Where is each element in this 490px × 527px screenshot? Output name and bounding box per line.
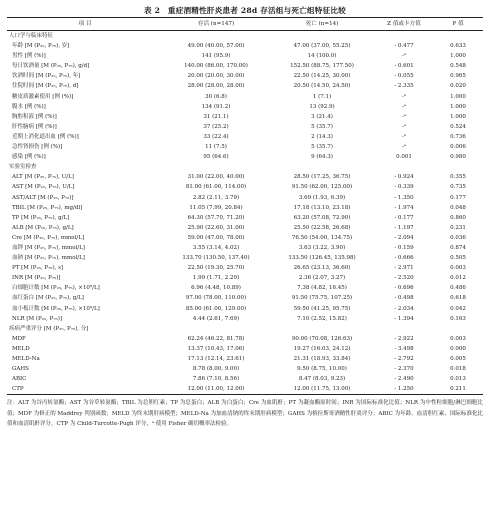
survival-value: 17.13 (12.14, 23.61) — [187, 356, 245, 362]
section-row — [7, 31, 483, 42]
survival-value: 64.30 (57.70, 71.20) — [187, 214, 245, 221]
z-value: - 0.601 — [394, 63, 414, 70]
row-label: 血小板计数 [M (P₂₅, P₇₅), ×10⁹/L] — [12, 305, 100, 312]
survival-value: 81.00 (61.00, 114.00) — [185, 184, 247, 191]
survival-value: 11.05 (7.99, 20.84) — [189, 204, 243, 211]
survival-value: 2.82 (2.11, 3.79) — [192, 194, 240, 201]
death-value: 63.20 (57.08, 72.90) — [293, 214, 351, 221]
row-label: INR [M (P₂₅, P₇₅)] — [12, 275, 61, 282]
death-value: 133.50 (126.45, 135.98) — [288, 255, 356, 262]
row-label: AST [M (P₂₅, P₇₅), U/L] — [12, 184, 75, 191]
table-row — [7, 283, 483, 293]
header-item: 项 目 — [78, 21, 92, 27]
z-value: -ᵃ — [402, 113, 406, 120]
row-label: GAHS — [12, 366, 29, 373]
p-value: 0.177 — [450, 194, 466, 201]
survival-value: 134 (91.2) — [201, 103, 231, 110]
death-value: 91.50 (75.75, 107.25) — [291, 295, 353, 302]
section-label: 人口学与临床特征 — [9, 33, 54, 39]
table-row — [7, 142, 483, 152]
death-value: 14 (100.0) — [307, 53, 337, 60]
table-row — [7, 364, 483, 374]
row-label: 胸腔积液 [例 (%)] — [12, 113, 57, 120]
z-value: -ᵃ — [402, 53, 406, 60]
p-value: 0.860 — [450, 214, 466, 221]
p-value: 0.736 — [450, 133, 466, 140]
survival-value: 1.99 (1.71, 2.29) — [192, 275, 240, 282]
table-row — [7, 61, 483, 71]
p-value: 0.163 — [450, 315, 466, 322]
row-label: MELD-Na — [12, 356, 40, 362]
p-value: 0.505 — [450, 255, 466, 262]
survival-value: 7.86 (7.10, 8.56) — [192, 376, 240, 383]
section-row — [7, 324, 483, 334]
row-label: MDF — [12, 335, 26, 342]
survival-value: 141 (95.9) — [201, 53, 231, 60]
death-value: 2 (14.3) — [311, 133, 333, 140]
survival-value: 8.78 (8.00, 9.00) — [192, 366, 240, 373]
survival-value: 49.00 (40.00, 57.00) — [187, 43, 245, 50]
p-value: 0.003 — [450, 265, 466, 272]
z-value: - 2.971 — [394, 265, 414, 272]
p-value: 0.018 — [450, 366, 466, 373]
z-value: - 0.696 — [394, 285, 414, 292]
row-label: PT [M (P₂₅, P₇₅), s] — [12, 265, 64, 272]
row-label: Cre [M (P₂₅, P₇₅), mmol/L] — [12, 234, 85, 241]
table-row — [7, 334, 483, 344]
survival-value: 133.70 (130.50, 137.40) — [182, 255, 250, 262]
row-label: AST/ALT [M (P₂₅, P₇₅)] — [12, 194, 74, 201]
table-row — [7, 193, 483, 203]
row-label: 近期上消化道出血 [例 (%)] — [12, 133, 79, 140]
z-value: - 0.177 — [394, 214, 414, 221]
survival-value: 62.24 (46.22, 81.78) — [187, 335, 245, 342]
header-p-value: P 值 — [452, 21, 464, 27]
table-row — [7, 304, 483, 314]
table-row — [7, 374, 483, 384]
death-value: 25.50 (22.58, 26.68) — [293, 224, 351, 231]
z-value: -ᵃ — [402, 133, 406, 140]
survival-value: 30 (6.8) — [205, 93, 227, 100]
z-value: - 2.094 — [394, 234, 414, 241]
survival-value: 22.50 (19.30, 25.70) — [187, 265, 245, 272]
table-title: 表 2 重症酒精性肝炎患者 28d 存活组与死亡组特征比较 — [144, 6, 346, 15]
row-label: ALB [M (P₂₅, P₇₅), g/L] — [12, 224, 74, 231]
z-value: - 2.034 — [394, 305, 414, 312]
death-value: 47.00 (37.00, 55.25) — [293, 43, 351, 50]
survival-value: 31.00 (22.00, 40.00) — [187, 174, 245, 181]
survival-value: 28.00 (28.00, 28.00) — [187, 83, 245, 90]
death-value: 21.31 (18.93, 33.84) — [293, 356, 351, 362]
table-row — [7, 314, 483, 324]
row-label: 血钾 [M (P₂₅, P₇₅), mmol/L] — [12, 244, 85, 251]
survival-value: 20.00 (20.00, 30.00) — [187, 73, 245, 80]
row-label: 男性 [例 (%)] — [12, 53, 46, 60]
section-label: 疾病严重评分 [M (P₂₅, P₇₅), 分] — [9, 325, 89, 332]
death-value: 13 (92.9) — [309, 103, 335, 110]
section-label: 实验室检查 — [9, 164, 37, 171]
z-value: -ᵃ — [402, 93, 406, 100]
p-value: 0.486 — [450, 285, 466, 292]
row-label: MELD — [12, 345, 30, 352]
death-value: 152.50 (88.75, 177.50) — [290, 63, 354, 70]
death-value: 22.50 (14.25, 30.00) — [293, 73, 351, 80]
table-row — [7, 132, 483, 142]
table-row — [7, 354, 483, 364]
p-value: 0.006 — [450, 144, 466, 151]
z-value: - 2.922 — [394, 335, 414, 342]
death-value: 3 (21.4) — [311, 113, 333, 120]
death-value: 28.50 (17.25, 36.75) — [293, 174, 351, 181]
table-body — [7, 31, 483, 395]
z-value: - 1.197 — [394, 224, 414, 231]
death-value: 7.38 (4.82, 16.45) — [297, 285, 347, 292]
survival-value: 95 (64.6) — [203, 154, 229, 161]
z-value: - 0.339 — [394, 184, 414, 191]
survival-value: 3.55 (3.14, 4.02) — [192, 244, 240, 251]
death-value: 1 (7.1) — [312, 93, 332, 100]
table-row — [7, 172, 483, 182]
p-value: 0.965 — [450, 73, 466, 80]
z-value: - 2.490 — [394, 376, 414, 383]
death-value: 91.50 (62.00, 125.00) — [291, 184, 353, 191]
row-label: 血红蛋白 [M (P₂₅, P₇₅), g/L] — [12, 295, 84, 302]
header-death: 死亡 (n=14) — [305, 21, 339, 27]
p-value: 0.980 — [450, 154, 466, 161]
header-row — [7, 18, 483, 31]
z-value: - 1.974 — [394, 204, 414, 211]
death-value: 3.69 (1.93, 6.39) — [298, 194, 346, 201]
survival-value: 12.00 (11.00, 12.00) — [187, 386, 245, 393]
header-z-value: Z 值或卡方值 — [387, 21, 421, 27]
p-value: 0.735 — [450, 184, 466, 191]
death-value: 2.36 (2.07, 3.27) — [298, 275, 346, 282]
table-row — [7, 253, 483, 263]
z-value: - 0.477 — [394, 43, 414, 50]
table-row — [7, 273, 483, 283]
death-value: 9.50 (8.75, 10.00) — [297, 366, 347, 373]
death-value: 90.00 (70.08, 126.63) — [291, 335, 353, 342]
p-value: 0.524 — [450, 123, 466, 130]
death-value: 7.10 (2.52, 15.82) — [297, 315, 347, 322]
table-row — [7, 223, 483, 233]
survival-value: 59.00 (47.00, 78.00) — [187, 234, 245, 241]
survival-value: 6.96 (4.48, 10.89) — [191, 285, 241, 292]
table-footnote: 注：ALT 为谷丙转氨酶；AST 为谷草转氨酶；TBIL 为总胆红素；TP 为总蛋白；ALB 为白蛋白；Cre 为血肌酐；PT 为凝血酶原时间；INR 为国际标准化比值；NLR 为中性粒细胞/淋巴细胞比值；MDF 为修正的 Maddrey 判别函数；MELD 为终末期肝病模型；MELD-Na 为加血清钠的终末期肝病模型；GAHS 为格拉斯哥酒精性肝炎评分；ABIC 为年龄、血清胆红素、国际标准化比值和血清肌酐评分。CTP 为 Child-Turcotte-Pugh 评分，ᵃ 使用 Fisher 确切概率法检验。 — [7, 400, 483, 428]
table-row — [7, 112, 483, 122]
survival-value: 13.37 (10.43, 17.06) — [187, 345, 245, 352]
row-label: NLR [M (P₂₅, P₇₅)] — [12, 315, 63, 322]
z-value: - 0.498 — [394, 295, 414, 302]
p-value: 0.618 — [450, 295, 466, 302]
z-value: - 2.520 — [394, 275, 414, 282]
p-value: 0.355 — [450, 174, 466, 181]
survival-value: 140.00 (86.00, 170.00) — [184, 63, 248, 70]
survival-value: 4.44 (2.61, 7.69) — [192, 315, 240, 322]
p-value: 0.005 — [450, 356, 466, 362]
death-value: 26.65 (23.13, 36.60) — [293, 265, 351, 272]
p-value: 0.036 — [450, 234, 466, 241]
row-label: ALT [M (P₂₅, P₇₅), U/L] — [12, 174, 74, 181]
row-label: 感染 [例 (%)] — [12, 154, 46, 161]
row-label: 住院时间 [M (P₂₅, P₇₅), d] — [12, 83, 79, 90]
death-value: 9 (64.3) — [311, 154, 333, 161]
p-value: 0.012 — [450, 275, 466, 282]
death-value: 3.63 (3.22, 3.90) — [298, 244, 346, 251]
row-label: 肝性脑病 [例 (%)] — [12, 123, 57, 130]
survival-value: 11 (7.5) — [205, 144, 227, 151]
row-label: 白细胞计数 [M (P₂₅, P₇₅), ×10⁹/L] — [12, 285, 100, 292]
z-value: -ᵃ — [402, 144, 406, 151]
z-value: - 0.159 — [394, 244, 414, 251]
p-value: 0.000 — [450, 345, 466, 352]
z-value: -ᵃ — [402, 123, 406, 130]
table-row — [7, 182, 483, 192]
p-value: 1.000 — [450, 103, 466, 110]
z-value: - 0.924 — [394, 174, 414, 181]
row-label: TP [M (P₂₅, P₇₅), g/L] — [12, 214, 70, 221]
survival-value: 33 (22.4) — [203, 133, 229, 140]
z-value: - 1.350 — [394, 194, 414, 201]
row-label: 急性肾损伤 [例 (%)] — [12, 144, 63, 151]
row-label: 年龄 [M (P₂₅, P₇₅), 岁] — [12, 43, 70, 50]
p-value: 0.548 — [450, 63, 466, 70]
z-value: - 1.394 — [394, 315, 414, 322]
p-value: 0.211 — [450, 386, 466, 393]
p-value: 0.874 — [450, 244, 466, 251]
table-row — [7, 293, 483, 303]
table-row — [7, 152, 483, 162]
table-row — [7, 263, 483, 273]
death-value: 5 (35.7) — [311, 144, 333, 151]
survival-value: 31 (21.1) — [203, 113, 229, 120]
table-row — [7, 81, 483, 91]
z-value: 0.001 — [396, 154, 412, 161]
p-value: 0.003 — [450, 335, 466, 342]
table-row — [7, 122, 483, 132]
z-value: - 1.250 — [394, 386, 414, 393]
table-row — [7, 344, 483, 354]
row-label: ABIC — [12, 376, 27, 383]
p-value: 0.633 — [450, 43, 466, 50]
p-value: 0.042 — [450, 305, 466, 312]
table-row — [7, 71, 483, 81]
z-value: - 2.792 — [394, 356, 414, 362]
death-value: 76.50 (54.00, 134.75) — [291, 234, 353, 241]
death-value: 17.18 (13.10, 23.18) — [293, 204, 351, 211]
death-value: 5 (35.7) — [311, 123, 333, 130]
row-label: 血钠 [M (P₂₅, P₇₅), mmol/L] — [12, 255, 85, 262]
z-value: - 2.370 — [394, 366, 414, 373]
death-value: 59.50 (41.25, 95.75) — [293, 305, 351, 312]
p-value: 0.048 — [450, 204, 466, 211]
table-row — [7, 41, 483, 51]
p-value: 0.013 — [450, 376, 466, 383]
p-value: 1.000 — [450, 53, 466, 60]
z-value: - 0.055 — [394, 73, 414, 80]
survival-value: 37 (25.2) — [203, 123, 229, 130]
table-row — [7, 243, 483, 253]
survival-value: 97.00 (78.00, 110.00) — [185, 295, 247, 302]
table-row — [7, 92, 483, 102]
row-label: 每日饮酒量 [M (P₂₅, P₇₅), g/d] — [12, 63, 90, 70]
row-label: 腹水 [例 (%)] — [12, 103, 46, 110]
table-row — [7, 102, 483, 112]
death-value: 19.27 (16.03, 24.12) — [293, 345, 351, 352]
section-row — [7, 162, 483, 172]
survival-value: 25.90 (22.60, 31.00) — [187, 224, 245, 231]
row-label: TBIL [M (P₂₅, P₇₅), mg/dl] — [12, 204, 83, 211]
survival-value: 85.00 (61.00, 129.00) — [185, 305, 247, 312]
header-survival: 存活 (n=147) — [197, 21, 235, 27]
p-value: 0.231 — [450, 224, 466, 231]
death-value: 20.50 (14.50, 24.50) — [293, 83, 351, 90]
table-row — [7, 213, 483, 223]
p-value: 1.000 — [450, 93, 466, 100]
row-label: 饮酒时间 [M (P₂₅, P₇₅), 年] — [12, 73, 81, 80]
p-value: 0.020 — [450, 83, 466, 90]
table-row — [7, 51, 483, 61]
row-label: 糖皮质激素使用 [例 (%)] — [12, 93, 74, 100]
table-row — [7, 203, 483, 213]
death-value: 8.47 (8.03, 9.23) — [298, 376, 346, 383]
table-row — [7, 384, 483, 395]
comparison-table — [7, 17, 483, 395]
death-value: 12.00 (11.75, 13.00) — [293, 386, 351, 393]
table-row — [7, 233, 483, 243]
z-value: - 0.666 — [394, 255, 414, 262]
z-value: -ᵃ — [402, 103, 406, 110]
z-value: - 2.335 — [394, 83, 414, 90]
z-value: - 3.498 — [394, 345, 414, 352]
row-label: CTP — [12, 386, 24, 393]
p-value: 1.000 — [450, 113, 466, 120]
